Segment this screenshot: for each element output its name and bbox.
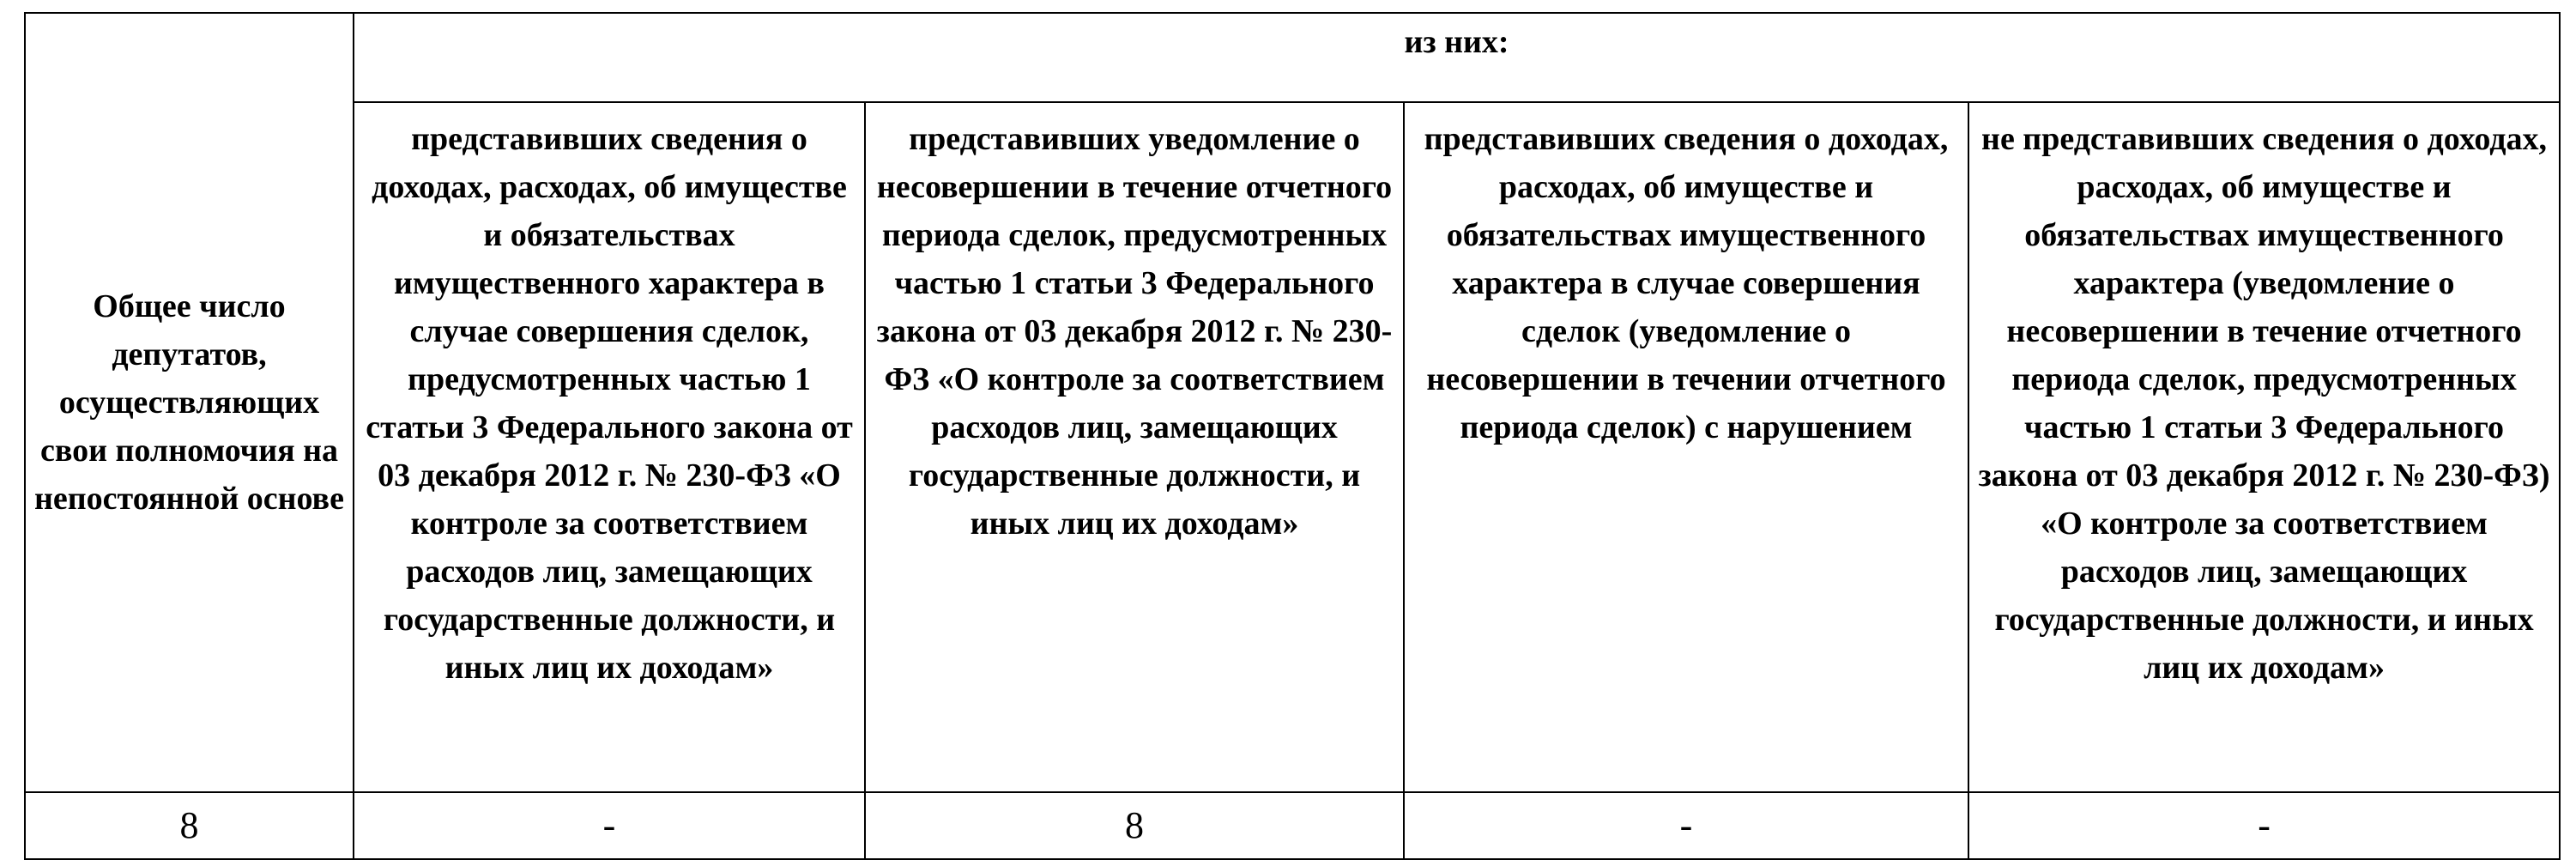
header-submitted-with-violation: представивших сведения о доходах, расходах, об имуществе и обязательствах имущественного характера в случае совершения сделок (уведомление о несовершении в течении отчетного периода сделок) с нарушением [1404, 102, 1968, 792]
value-total: 8 [25, 792, 354, 859]
header-submitted-notice: представивших уведомление о несовершении в течение отчетного периода сделок, предусмотренных частью 1 статьи 3 Федерального закона от 03 декабря 2012 г. № 230-ФЗ «О контроле за соответствием расходов лиц, замещающих государственные должности, и иных лиц их доходам» [865, 102, 1404, 792]
value-not-submitted: - [1968, 792, 2560, 859]
value-submitted-with-violation: - [1404, 792, 1968, 859]
value-submitted-notice: 8 [865, 792, 1404, 859]
header-of-them: из них: [354, 13, 2560, 102]
header-not-submitted: не представивших сведения о доходах, расходах, об имуществе и обязательствах имущественного характера (уведомление о несовершении в течение отчетного периода сделок, предусмотренных частью 1 статьи 3 Федерального закона от 03 декабря 2012 г. № 230-ФЗ) «О контроле за соответствием расходов лиц, замещающих государственные должности, и иных лиц их доходам» [1968, 102, 2560, 792]
header-submitted-info: представивших сведения о доходах, расходах, об имуществе и обязательствах имущественного характера в случае совершения сделок, предусмотренных частью 1 статьи 3 Федерального закона от 03 декабря 2012 г. № 230-ФЗ «О контроле за соответствием расходов лиц, замещающих государственные должности, и иных лиц их доходам» [354, 102, 865, 792]
table-row [25, 792, 2560, 859]
value-submitted-info: - [354, 792, 865, 859]
header-row-columns [25, 102, 2560, 792]
header-row-subgroup [25, 13, 2560, 102]
header-total-deputies: Общее число депутатов, осуществляющих свои полномочия на непостоянной основе [25, 13, 354, 792]
deputies-report-table [24, 12, 2561, 860]
